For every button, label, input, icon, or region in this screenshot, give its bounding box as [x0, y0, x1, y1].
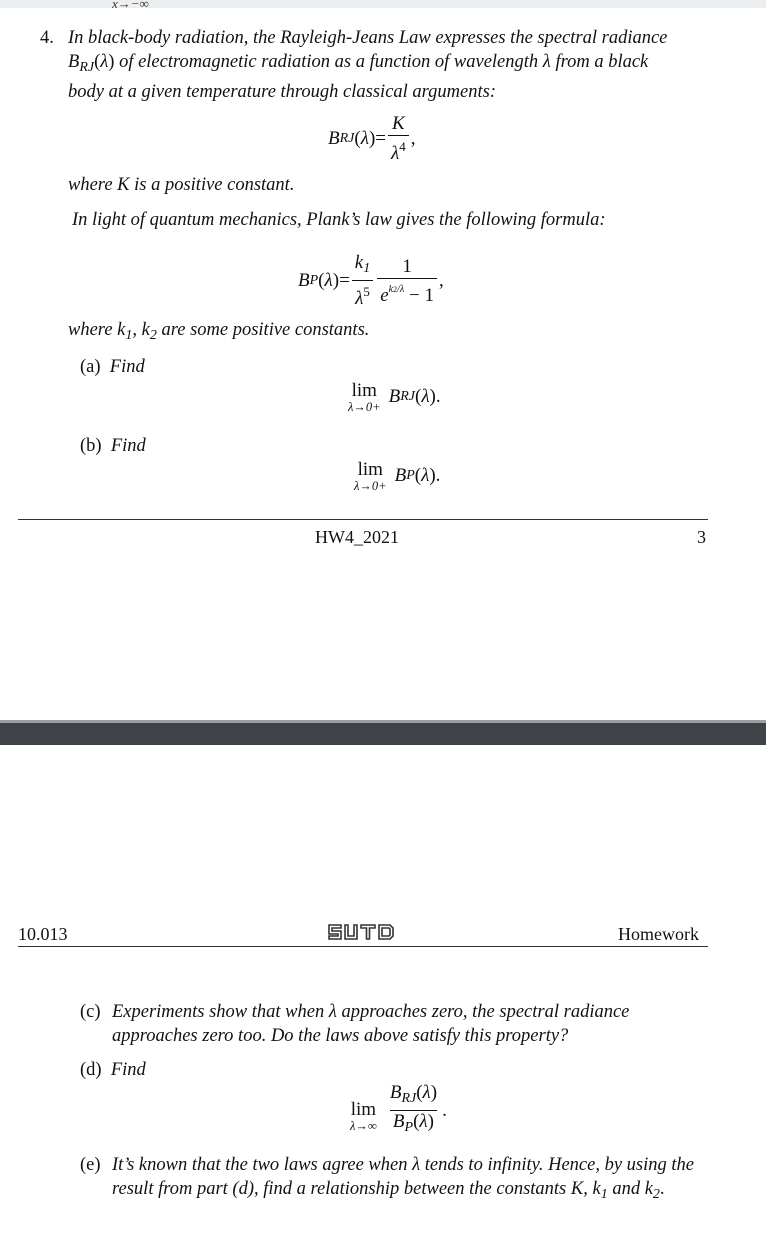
- where-k-text: where K is a positive constant.: [68, 175, 295, 195]
- footer-title: HW4_2021: [315, 527, 399, 547]
- question-number: 4.: [40, 28, 54, 48]
- question-4: [40, 26, 720, 104]
- part-e: (e) It’s known that the two laws agree when λ tends to infinity. Hence, by using the result from part (d), find a relationship between the constants K, $k_1$ and $k_2$.: [80, 1155, 694, 1202]
- where-k1-k2-text: where $k_1$, $k_2$ are some positive constants.: [68, 320, 370, 343]
- cut-off-fragment: x→−∞: [112, 0, 149, 11]
- page-divider: [0, 723, 766, 745]
- part-b: (b) Find: [80, 436, 146, 456]
- limit-b: lim λ→0+ B P ( λ ) .: [354, 459, 441, 493]
- part-d: (d) Find: [80, 1060, 146, 1080]
- part-c: (c) Experiments show that when λ approaches zero, the spectral radiance approaches zero too. Do the laws above satisfy this property?: [80, 1002, 630, 1046]
- fraction-one-over-exp: $\frac{1}{e^{k2/\lambda} - 1}$: [377, 256, 437, 307]
- part-a: (a) Find: [80, 357, 145, 377]
- fraction-k1-over-lambda5: $\frac{k_1}{\lambda^5}$: [352, 252, 373, 310]
- intro-line-1: In black-body radiation, the Rayleigh-Jeans Law expresses the spectral radiance: [68, 28, 668, 48]
- sutd-logo-icon: [326, 922, 402, 942]
- limit-a: lim λ→0+ B RJ ( λ ) .: [348, 380, 441, 414]
- footer-rule: [18, 519, 708, 520]
- quantum-text: In light of quantum mechanics, Plank’s law gives the following formula:: [72, 210, 606, 230]
- planck-equation: B P ( λ ) = $\frac{k_1}{\lambda^5}$ $\frac{1}{e^{k2/\lambda} - 1}$ ,: [298, 252, 444, 309]
- course-code: 10.013: [18, 924, 68, 944]
- header-label: Homework: [618, 924, 699, 944]
- header-rule: [18, 946, 708, 947]
- limit-d: lim λ→∞ $\frac{B_{RJ}(\lambda)}{B_P(\lambda)}$ .: [350, 1082, 447, 1139]
- intro-line-3: body at a given temperature through classical arguments:: [68, 82, 497, 102]
- ratio-brj-over-bp: $\frac{B_{RJ}(\lambda)}{B_P(\lambda)}$: [387, 1082, 440, 1139]
- fraction-k-over-lambda4: $\frac{K}{\lambda^4}$: [388, 113, 409, 165]
- rayleigh-jeans-equation: B RJ ( λ ) = $\frac{K}{\lambda^4}$ ,: [328, 113, 416, 164]
- page-number: 3: [697, 527, 706, 547]
- intro-line-2: $B_{RJ}(\lambda)$ of electromagnetic radiation as a function of wavelength λ from a black: [68, 52, 649, 75]
